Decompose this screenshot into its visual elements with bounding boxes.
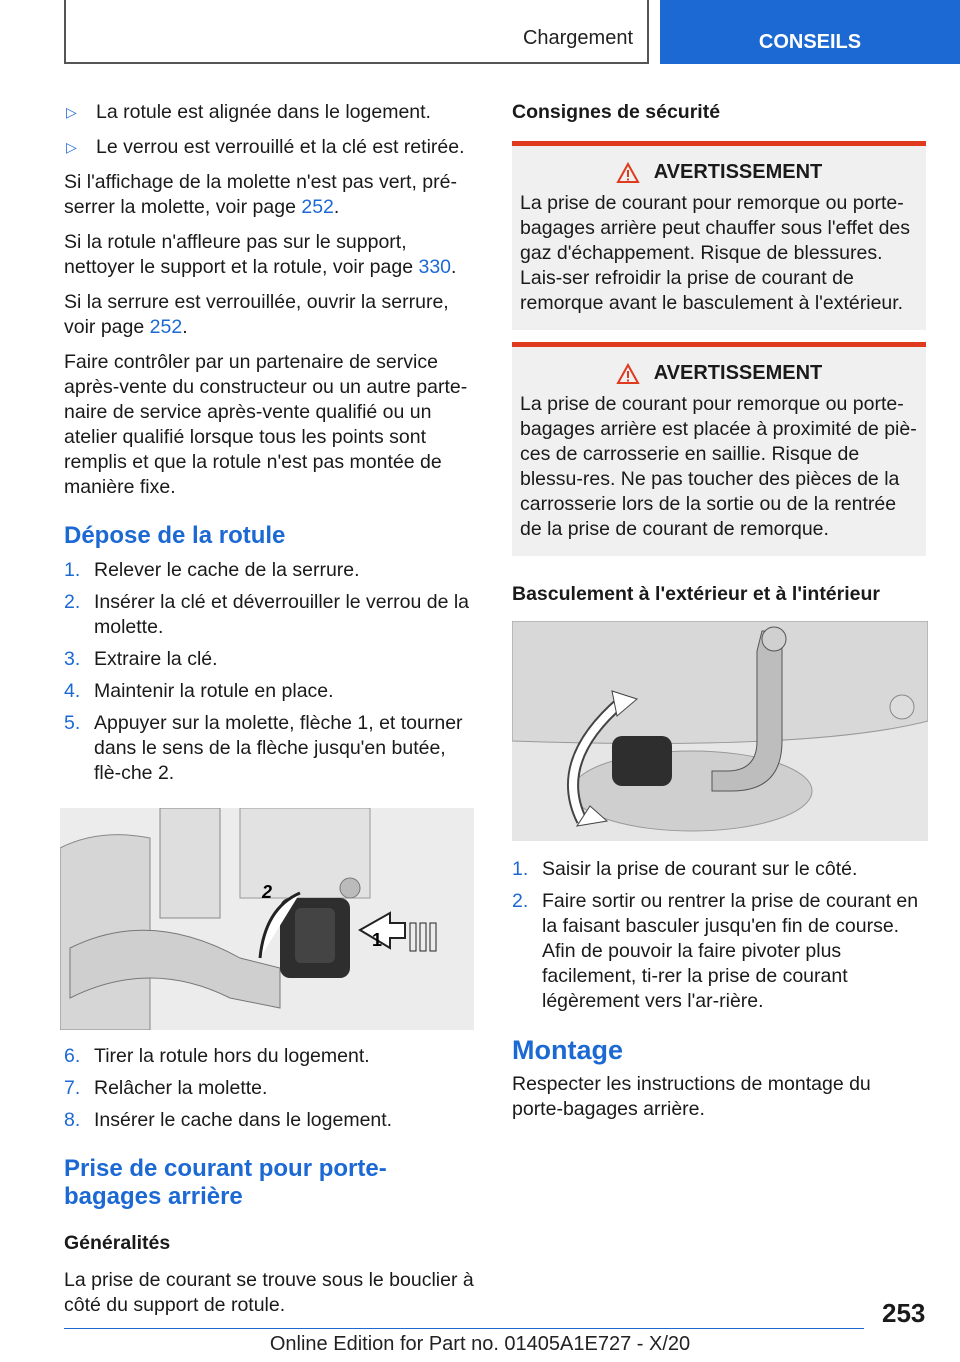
footer-divider <box>64 1328 864 1329</box>
paragraph: Respecter les instructions de montage du porte-bagages arrière. <box>512 1073 871 1120</box>
warning-triangle-icon <box>616 162 640 184</box>
list-item: 1. Saisir la prise de courant sur le côté. <box>512 858 858 880</box>
subheading: Généralités <box>64 1232 171 1254</box>
bullet-text: Le verrou est verrouillé et la clé est retirée. <box>96 136 465 158</box>
page-number: 253 <box>882 1298 926 1328</box>
section-heading: Dépose de la rotule <box>64 522 286 549</box>
triangle-bullet-icon: ▷ <box>66 139 77 155</box>
list-item: 6. Tirer la rotule hors du logement. <box>64 1045 370 1067</box>
edition-note: Online Edition for Part no. 01405A1E727 - X/20 <box>269 1333 691 1355</box>
header-box <box>64 0 649 64</box>
paragraph: Si la rotule n'affleure pas sur le support, nettoyer le support et la rotule, voir page 330. <box>64 231 457 278</box>
subheading: Consignes de sécurité <box>512 101 721 123</box>
section-heading: Prise de courant pour porte-bagages arrière <box>64 1155 387 1210</box>
list-item: 1. Relever le cache de la serrure. <box>64 559 360 581</box>
warning-title: AVERTISSEMENT <box>653 362 823 384</box>
bullet-item <box>64 100 478 125</box>
warning-text: La prise de courant pour remorque ou porte-bagages arrière est placée à proximité de piè‐ces de carrosserie en saillie. Risque de blessu‐res. Ne pas toucher des pièces de la carrosserie lors de la sortie ou de la rentrée de la prise de courant de remorque. <box>520 393 917 540</box>
section-heading: Montage <box>512 1035 623 1065</box>
warning-header <box>520 361 918 386</box>
list-item: 4. Maintenir la rotule en place. <box>64 680 334 702</box>
page-link[interactable]: 252 <box>301 196 334 218</box>
bullet-text: La rotule est alignée dans le logement. <box>96 101 431 123</box>
page-link[interactable]: 330 <box>418 256 452 278</box>
list-item: 5. Appuyer sur la molette, flèche 1, et tourner dans le sens de la flèche jusqu'en butée, flè‐che 2. <box>64 712 463 784</box>
subheading: Basculement à l'extérieur et à l'intérieur <box>512 583 881 605</box>
chapter-title: Chargement <box>522 27 633 49</box>
list-item: 8. Insérer le cache dans le logement. <box>64 1109 393 1131</box>
warning-box <box>512 141 926 330</box>
label-1: 1 <box>372 930 383 950</box>
warning-box <box>512 342 926 556</box>
list-item: 2. Insérer la clé et déverrouiller le verrou de la molette. <box>64 591 470 638</box>
warning-text: La prise de courant pour remorque ou porte-bagages arrière peut chauffer sous l'effet des gaz d'échappement. Risque de blessures. Lais‐ser refroidir la prise de courant de remorque avant le basculement à l'extérieur. <box>520 192 911 314</box>
right-column <box>512 100 926 1132</box>
paragraph: Si l'affichage de la molette n'est pas vert, pré‐serrer la molette, voir page 252. <box>64 171 457 218</box>
steps-list <box>64 1044 478 1133</box>
list-item: 3. Extraire la clé. <box>64 648 218 670</box>
warning-title: AVERTISSEMENT <box>653 161 823 183</box>
triangle-bullet-icon: ▷ <box>66 104 77 120</box>
tow-ball-drawing <box>60 808 474 1030</box>
steps-list <box>64 558 478 786</box>
bullet-item <box>64 135 478 160</box>
socket-drawing <box>512 621 928 841</box>
tow-ball-illustration <box>60 808 474 1030</box>
left-column <box>64 100 478 1328</box>
tab-conseils[interactable]: CONSEILS <box>660 0 960 64</box>
list-item: 7. Relâcher la molette. <box>64 1077 268 1099</box>
list-item: 2. Faire sortir ou rentrer la prise de courant en la faisant basculer jusqu'en fin de course. Afin de pouvoir la faire pivoter plus facilement, ti‐rer la prise de courant légèrement vers l'ar‐rière. <box>512 890 919 1012</box>
steps-list <box>512 857 926 1014</box>
page-link[interactable]: 252 <box>149 316 183 338</box>
label-2: 2 <box>262 882 273 902</box>
paragraph: Faire contrôler par un partenaire de service après-vente du constructeur ou un autre parte‐naire de service après-vente qualifié ou un atelier qualifié lorsque tous les points sont remplis et que la rotule n'est pas montée de manière fixe. <box>64 351 468 498</box>
paragraph: Si la serrure est verrouillée, ouvrir la serrure, voir page 252. <box>64 291 449 338</box>
socket-illustration <box>512 621 928 841</box>
warning-header <box>520 160 918 185</box>
paragraph: La prise de courant se trouve sous le bouclier à côté du support de rotule. <box>64 1269 474 1316</box>
warning-triangle-icon <box>616 363 640 385</box>
